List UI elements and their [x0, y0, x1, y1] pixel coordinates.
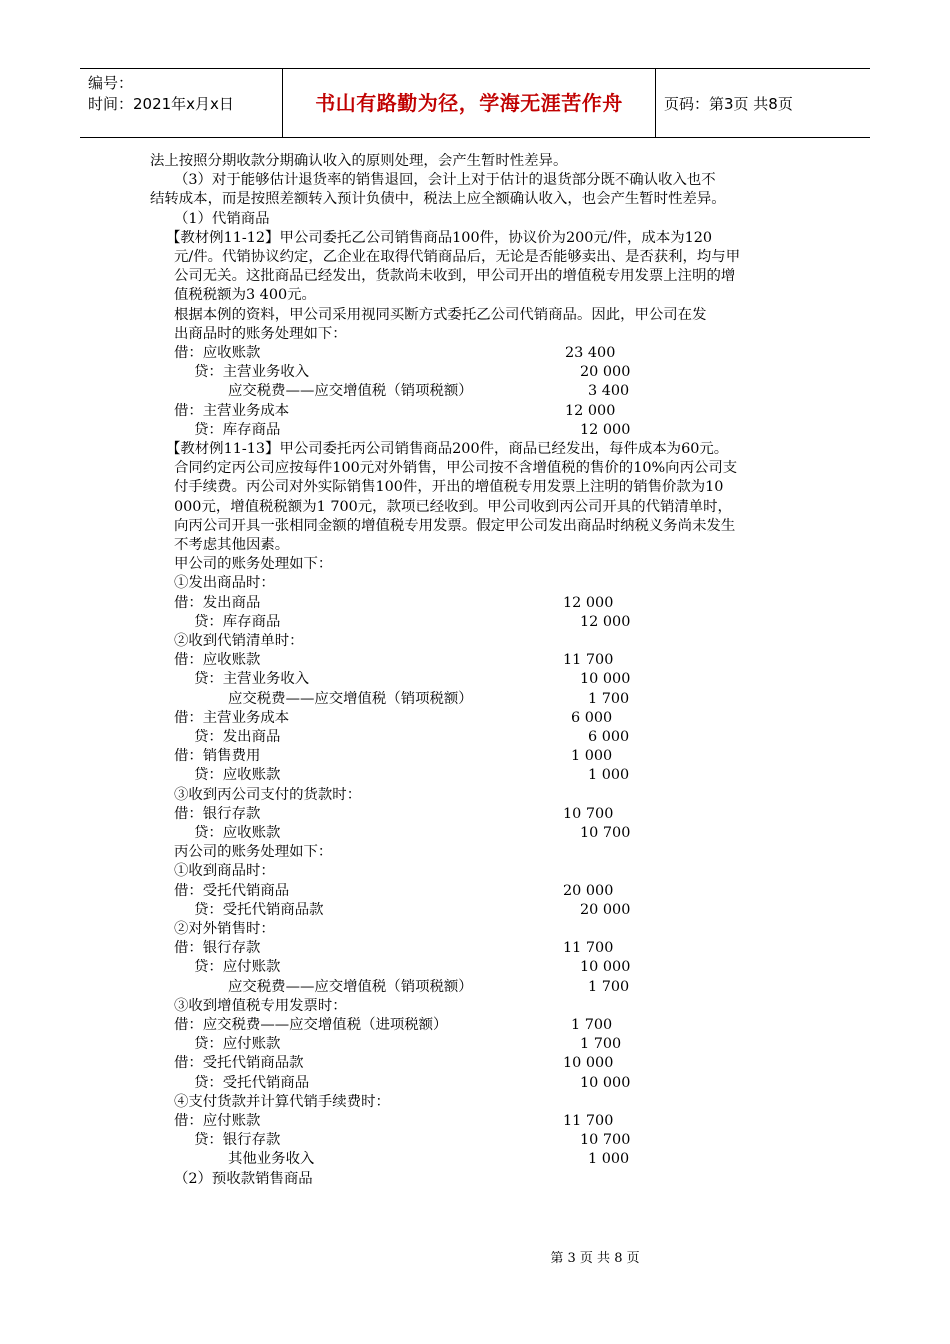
- entry-amount: 12 000: [565, 403, 616, 419]
- text-line: 公司无关。这批商品已经发出，货款尚未收到，甲公司开出的增值税专用发票上注明的增: [174, 268, 736, 284]
- entry-account: 借：发出商品: [174, 595, 261, 611]
- entry-account: 借：应收账款: [174, 345, 261, 361]
- page-footer: [0, 1247, 950, 1266]
- entry-account: 借：应付账款: [174, 1113, 261, 1129]
- entry-account: 贷：应付账款: [194, 1036, 281, 1052]
- text-line: 不考虑其他因素。: [174, 537, 290, 553]
- text-line: 甲公司的账务处理如下：: [174, 556, 333, 572]
- text-line: 【教材例11-12】甲公司委托乙公司销售商品100件，协议价为200元/件，成本为120: [166, 230, 713, 246]
- entry-account: 借：银行存款: [174, 940, 261, 956]
- text-line: ①发出商品时：: [174, 575, 275, 591]
- entry-amount: 1 700: [571, 1017, 613, 1033]
- page-header: [80, 68, 870, 138]
- text-line: 向丙公司开具一张相同金额的增值税专用发票。假定甲公司发出商品时纳税义务尚未发生: [174, 518, 736, 534]
- entry-account: 其他业务收入: [228, 1151, 315, 1167]
- header-page-number: 页码：第3页 共8页: [664, 95, 793, 113]
- entry-amount: 6 000: [571, 710, 613, 726]
- entry-account: 借：应收账款: [174, 652, 261, 668]
- text-line: （3）对于能够估计退货率的销售退回，会计上对于估计的退货部分既不确认收入也不: [174, 172, 716, 188]
- entry-amount: 6 000: [588, 729, 630, 745]
- entry-account: 贷：银行存款: [194, 1132, 281, 1148]
- text-line: （2）预收款销售商品: [174, 1171, 313, 1187]
- entry-amount: 10 000: [580, 1075, 631, 1091]
- entry-amount: 12 000: [563, 595, 614, 611]
- entry-amount: 1 000: [588, 767, 630, 783]
- entry-amount: 10 700: [563, 806, 614, 822]
- entry-amount: 20 000: [563, 883, 614, 899]
- text-line: 丙公司的账务处理如下：: [174, 844, 333, 860]
- entry-account: 应交税费——应交增值税（销项税额）: [228, 979, 473, 995]
- entry-account: 借：应交税费——应交增值税（进项税额）: [174, 1017, 448, 1033]
- entry-account: 借：受托代销商品: [174, 883, 290, 899]
- text-line: ③收到增值税专用发票时：: [174, 998, 347, 1014]
- entry-account: 贷：库存商品: [194, 422, 281, 438]
- entry-account: 贷：受托代销商品款: [194, 902, 324, 918]
- entry-account: 贷：受托代销商品: [194, 1075, 310, 1091]
- entry-account: 借：受托代销商品款: [174, 1055, 304, 1071]
- entry-amount: 12 000: [580, 422, 631, 438]
- entry-amount: 11 700: [563, 940, 614, 956]
- text-line: ②对外销售时：: [174, 921, 275, 937]
- text-line: 000元，增值税税额为1 700元，款项已经收到。甲公司收到丙公司开具的代销清单时，: [174, 499, 732, 515]
- entry-account: 借：主营业务成本: [174, 403, 290, 419]
- entry-account: 贷：库存商品: [194, 614, 281, 630]
- text-line: 元/件。代销协议约定，乙企业在取得代销商品后，无论是否能够卖出、是否获利，均与甲: [174, 249, 741, 265]
- entry-account: 应交税费——应交增值税（销项税额）: [228, 383, 473, 399]
- entry-amount: 10 000: [580, 671, 631, 687]
- header-meta: [88, 73, 234, 115]
- text-line: ③收到丙公司支付的货款时：: [174, 787, 362, 803]
- entry-account: 借：主营业务成本: [174, 710, 290, 726]
- text-line: 结转成本，而是按照差额转入预计负债中，税法上应全额确认收入，也会产生暂时性差异。: [150, 191, 726, 207]
- header-divider: [655, 69, 656, 137]
- entry-amount: 11 700: [563, 652, 614, 668]
- entry-amount: 10 700: [580, 825, 631, 841]
- entry-amount: 20 000: [580, 902, 631, 918]
- entry-account: 借：销售费用: [174, 748, 261, 764]
- text-line: ①收到商品时：: [174, 863, 275, 879]
- entry-account: 贷：主营业务收入: [194, 364, 310, 380]
- entry-amount: 10 700: [580, 1132, 631, 1148]
- entry-amount: 11 700: [563, 1113, 614, 1129]
- entry-amount: 1 700: [588, 691, 630, 707]
- entry-amount: 1 000: [588, 1151, 630, 1167]
- text-line: 出商品时的账务处理如下：: [174, 326, 347, 342]
- entry-account: 应交税费——应交增值税（销项税额）: [228, 691, 473, 707]
- text-line: 合同约定丙公司应按每件100元对外销售，甲公司按不含增值税的售价的10%向丙公司支: [174, 460, 738, 476]
- entry-account: 贷：发出商品: [194, 729, 281, 745]
- text-line: 法上按照分期收款分期确认收入的原则处理，会产生暂时性差异。: [150, 153, 568, 169]
- entry-amount: 12 000: [580, 614, 631, 630]
- entry-amount: 3 400: [588, 383, 630, 399]
- text-line: 付手续费。丙公司对外实际销售100件，开出的增值税专用发票上注明的销售价款为10: [174, 479, 724, 495]
- time-label: 时间：2021年x月x日: [88, 95, 234, 113]
- text-line: 值税税额为3 400元。: [174, 287, 316, 303]
- entry-amount: 10 000: [563, 1055, 614, 1071]
- text-line: 根据本例的资料，甲公司采用视同买断方式委托乙公司代销商品。因此，甲公司在发: [174, 307, 707, 323]
- footer-page-number: 第 3 页 共 8 页: [550, 1251, 640, 1266]
- entry-account: 贷：应付账款: [194, 959, 281, 975]
- text-line: ④支付货款并计算代销手续费时：: [174, 1094, 390, 1110]
- text-line: （1）代销商品: [174, 211, 270, 227]
- entry-amount: 23 400: [565, 345, 616, 361]
- entry-amount: 10 000: [580, 959, 631, 975]
- text-line: 【教材例11-13】甲公司委托丙公司销售商品200件，商品已经发出，每件成本为60元。: [166, 441, 729, 457]
- header-motto: 书山有路勤为径，学海无涯苦作舟: [315, 91, 623, 115]
- entry-account: 贷：应收账款: [194, 767, 281, 783]
- entry-amount: 1 700: [580, 1036, 622, 1052]
- entry-account: 贷：应收账款: [194, 825, 281, 841]
- entry-account: 借：银行存款: [174, 806, 261, 822]
- text-line: ②收到代销清单时：: [174, 633, 304, 649]
- entry-amount: 1 700: [588, 979, 630, 995]
- entry-amount: 20 000: [580, 364, 631, 380]
- number-label: 编号：: [88, 74, 134, 92]
- entry-account: 贷：主营业务收入: [194, 671, 310, 687]
- entry-amount: 1 000: [571, 748, 613, 764]
